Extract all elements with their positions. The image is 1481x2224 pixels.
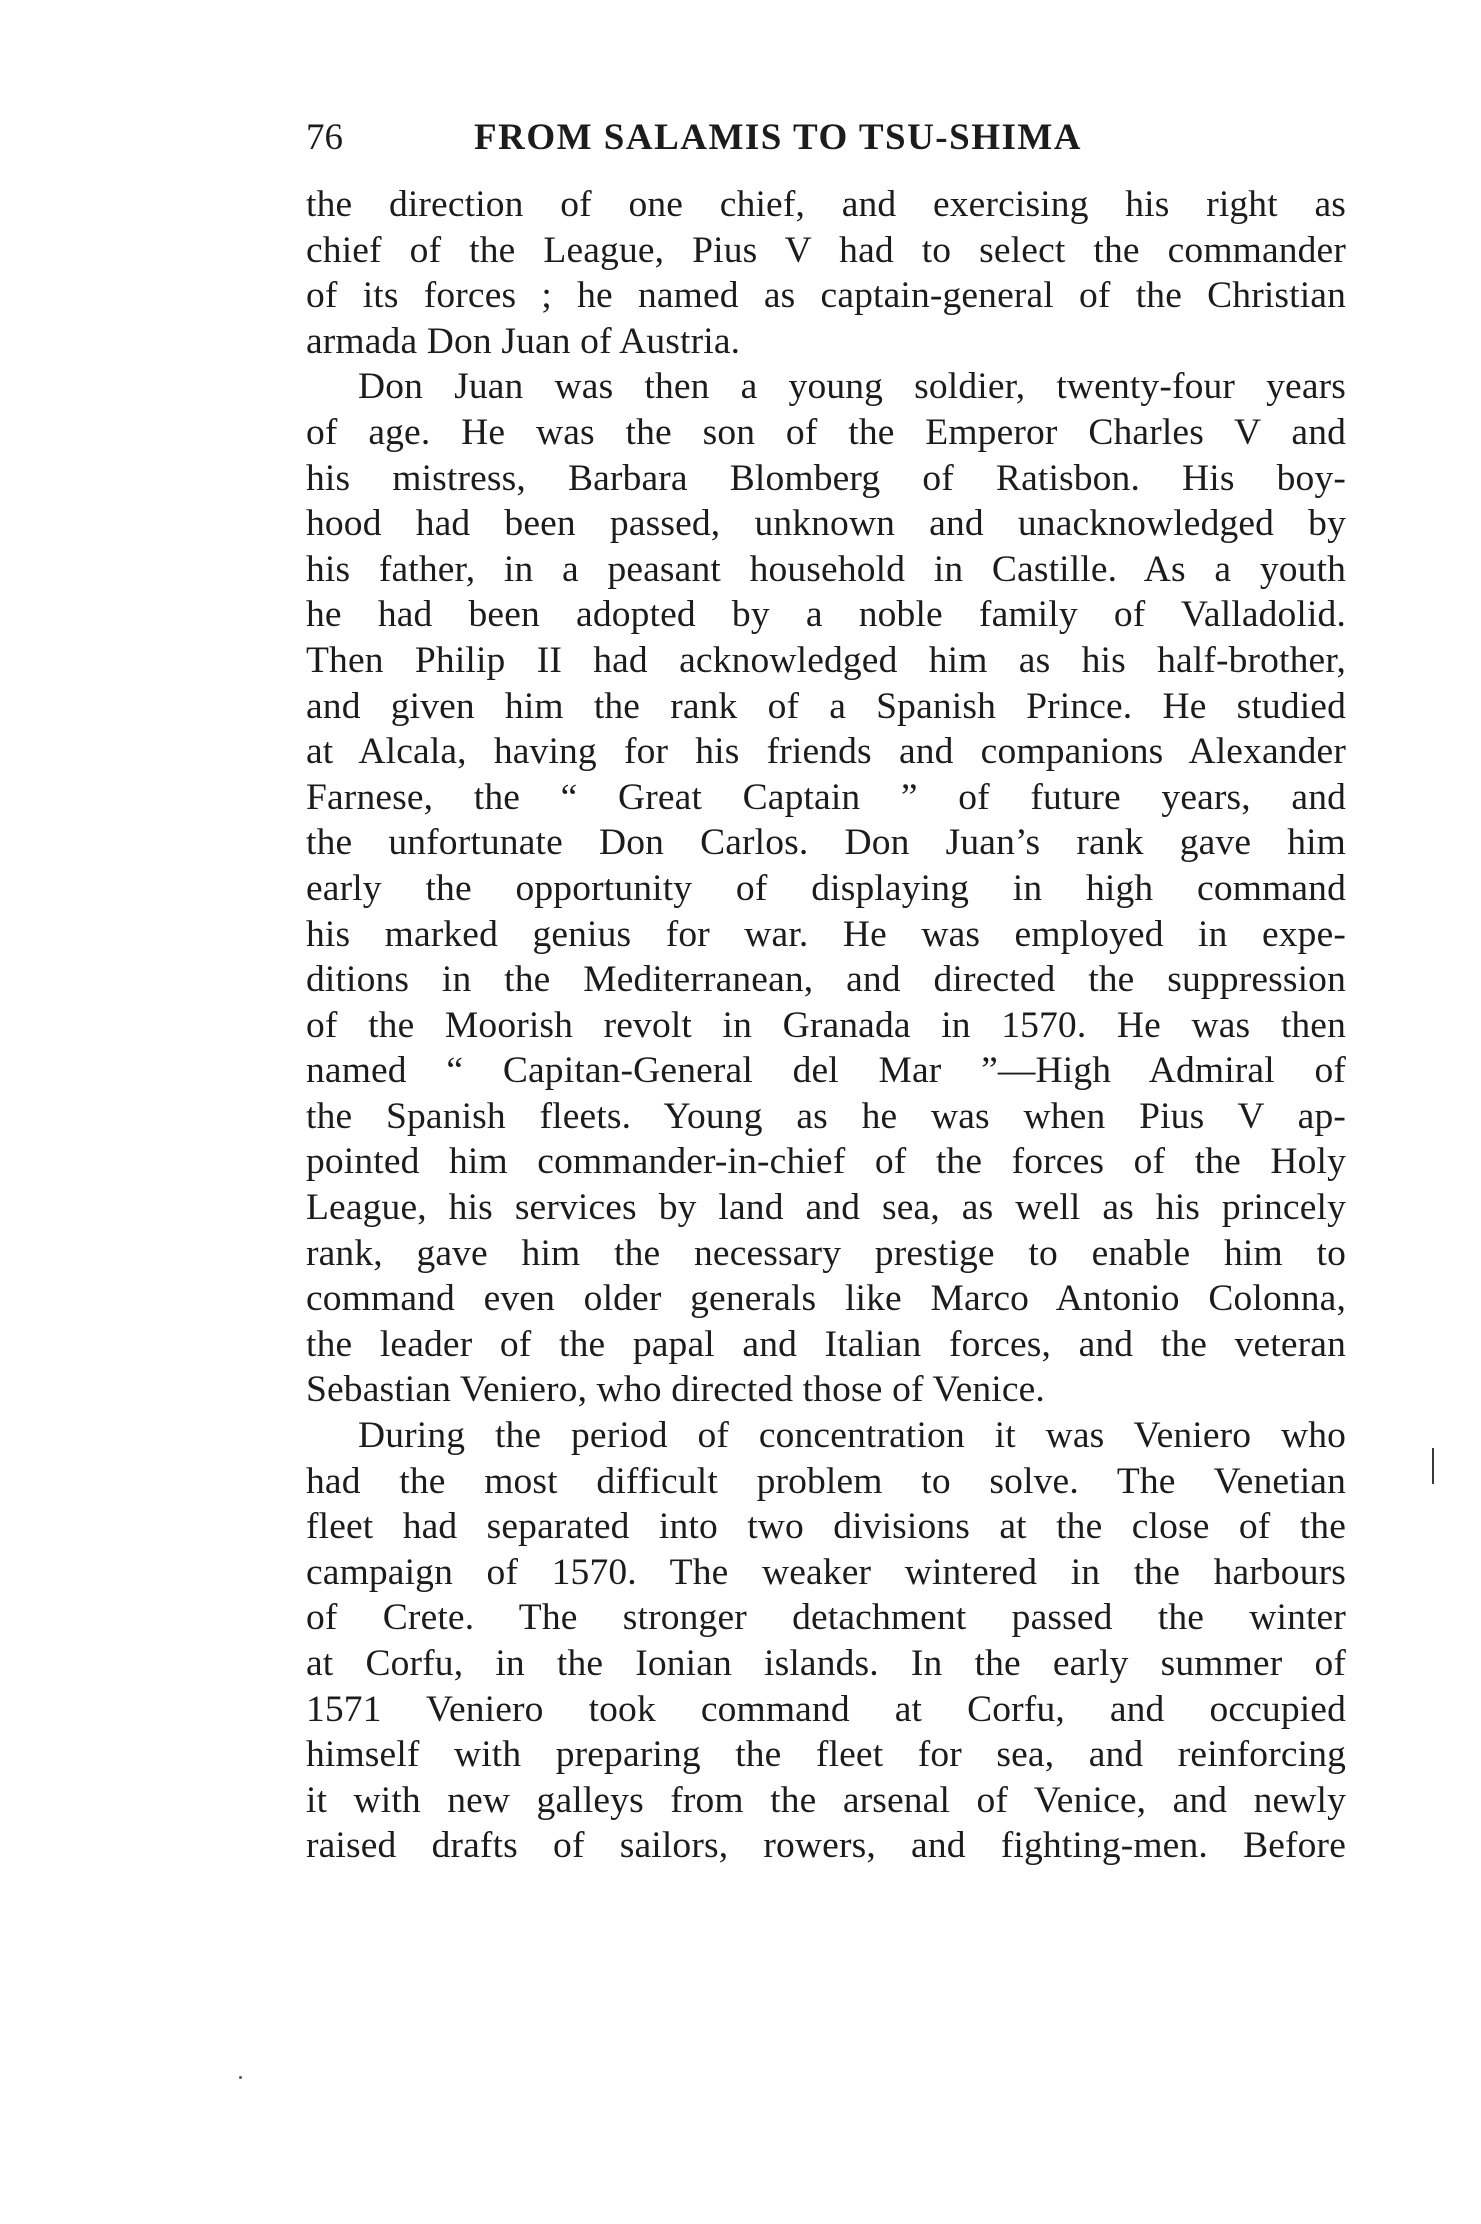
text-line: chief of the League, Pius V had to select the commander xyxy=(306,229,1346,271)
text-line: pointed him commander-in-chief of the forces of the Holy xyxy=(306,1141,1346,1183)
text-line: the Spanish fleets. Young as he was when Pius V ap- xyxy=(306,1095,1346,1137)
text-line: Don Juan was then a young soldier, twenty-four years xyxy=(358,366,1346,408)
text-line: at Alcala, having for his friends and companions Alexander xyxy=(306,731,1346,773)
text-line: himself with preparing the fleet for sea, and reinforcing xyxy=(306,1734,1346,1776)
text-line: it with new galleys from the arsenal of Venice, and newly xyxy=(306,1779,1346,1821)
body-text xyxy=(306,182,1346,1869)
text-line: command even older generals like Marco Antonio Colonna, xyxy=(306,1278,1346,1320)
text-line: named “ Capitan-General del Mar ”—High Admiral of xyxy=(306,1050,1346,1092)
text-line: of age. He was the son of the Emperor Charles V and xyxy=(306,411,1346,453)
text-line: the unfortunate Don Carlos. Don Juan’s rank gave him xyxy=(306,822,1346,864)
text-line: at Corfu, in the Ionian islands. In the early summer of xyxy=(306,1643,1346,1684)
text-line: had the most difficult problem to solve. The Venetian xyxy=(306,1460,1346,1502)
text-line: his marked genius for war. He was employed in expe- xyxy=(306,913,1346,955)
text-line: hood had been passed, unknown and unacknowledged by xyxy=(306,503,1346,545)
text-line: the direction of one chief, and exercising his right as xyxy=(306,184,1346,225)
text-line: he had been adopted by a noble family of Valladolid. xyxy=(306,594,1346,636)
text-line: League, his services by land and sea, as well as his princely xyxy=(306,1187,1346,1229)
text-line: his father, in a peasant household in Castille. As a youth xyxy=(306,548,1346,590)
text-line: ditions in the Mediterranean, and directed the suppression xyxy=(306,959,1346,1001)
text-line: Sebastian Veniero, who directed those of Venice. xyxy=(306,1369,1045,1411)
text-line: Farnese, the “ Great Captain ” of future years, and xyxy=(306,776,1346,818)
text-line: his mistress, Barbara Blomberg of Ratisbon. His boy- xyxy=(306,457,1346,499)
text-line: early the opportunity of displaying in high command xyxy=(306,867,1346,909)
text-line: of its forces ; he named as captain-general of the Christian xyxy=(306,275,1346,317)
text-line: the leader of the papal and Italian forces, and the veteran xyxy=(306,1323,1346,1365)
ink-speck xyxy=(239,2076,242,2079)
text-line: campaign of 1570. The weaker wintered in the harbours xyxy=(306,1551,1346,1593)
text-line: armada Don Juan of Austria. xyxy=(306,320,741,362)
running-head xyxy=(306,112,1346,164)
text-line: 1571 Veniero took command at Corfu, and occupied xyxy=(306,1688,1346,1730)
page-number: 76 xyxy=(306,117,343,158)
text-line: of Crete. The stronger detachment passed the winter xyxy=(306,1597,1346,1639)
text-line: Then Philip II had acknowledged him as his half-brother, xyxy=(306,639,1346,681)
running-title: FROM SALAMIS TO TSU-SHIMA xyxy=(474,117,1083,158)
margin-mark xyxy=(1432,1448,1434,1484)
text-line: During the period of concentration it was Veniero who xyxy=(358,1415,1346,1457)
text-line: fleet had separated into two divisions at the close of the xyxy=(306,1506,1346,1548)
text-line: raised drafts of sailors, rowers, and fighting-men. Before xyxy=(306,1825,1346,1867)
text-line: rank, gave him the necessary prestige to enable him to xyxy=(306,1232,1346,1274)
text-line: and given him the rank of a Spanish Prince. He studied xyxy=(306,685,1346,727)
text-line: of the Moorish revolt in Granada in 1570. He was then xyxy=(306,1004,1346,1046)
